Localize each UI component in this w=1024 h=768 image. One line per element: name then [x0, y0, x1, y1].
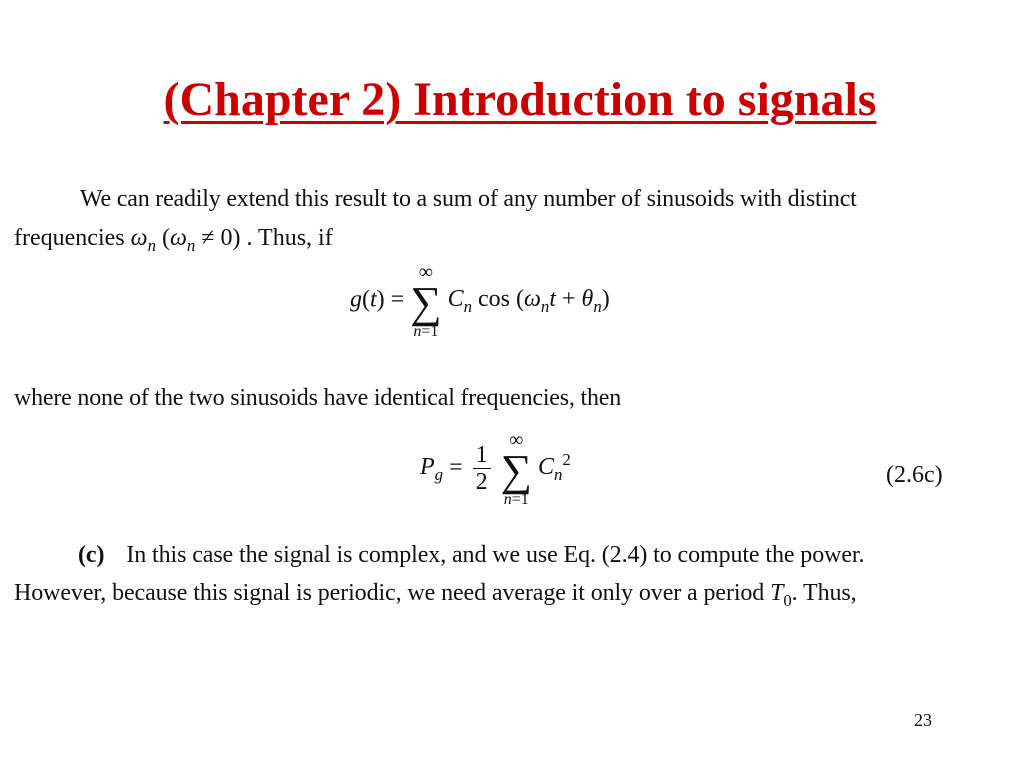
eq2-denominator: 2: [475, 469, 488, 496]
paragraph-3-text-2a: However, because this signal is periodic, we need average it only over a period: [14, 580, 765, 606]
eq1-rhs: $C_n$ $\cos (\omega_nt + \theta_n)$: [447, 286, 610, 317]
paragraph-1-line-2: [14, 226, 333, 255]
eq1-summation: [410, 262, 441, 340]
slide-title: (Chapter 2) Introduction to signals: [163, 73, 877, 126]
eq2-rhs: $C_n^2$: [537, 450, 571, 485]
eq1-lhs: g(t) =: [350, 286, 405, 313]
equation-label: (2.6c): [886, 462, 943, 488]
part-label-c: (c): [78, 542, 105, 568]
equation-sum-of-sinusoids: [350, 262, 610, 340]
sigma-icon: ∑: [500, 446, 532, 495]
omega-n-inline: $\omega_n$ $(\omega_n \ne 0)$: [130, 225, 241, 255]
paragraph-3-text-1: In this case the signal is complex, and we use Eq. (2.4) to compute the power.: [126, 542, 865, 568]
eq2-summation: [501, 430, 532, 508]
paragraph-1-line-1: We can readily extend this result to a sum of any number of sinusoids with distinct: [80, 186, 857, 212]
equation-power: [420, 430, 571, 508]
eq2-equals: =: [449, 454, 463, 481]
eq2-sum-upper: ∞: [509, 429, 524, 451]
eq1-sum-lower: n=1: [413, 322, 439, 340]
paragraph-1-text-a: frequencies: [14, 225, 125, 251]
eq2-numerator: 1: [473, 442, 491, 469]
paragraph-3-line-2: [14, 581, 857, 610]
eq2-lhs: $P_g$: [420, 454, 444, 485]
sigma-icon: ∑: [410, 278, 442, 327]
eq2-sum-lower: n=1: [503, 490, 529, 508]
paragraph-2: where none of the two sinusoids have identical frequencies, then: [14, 385, 622, 411]
period-t0: $T_0$: [770, 580, 792, 610]
paragraph-3-line-1: [78, 543, 864, 567]
paragraph-3-text-2b: . Thus,: [791, 580, 857, 606]
eq2-fraction: [473, 442, 491, 496]
eq1-sum-upper: ∞: [418, 261, 434, 283]
page-number: 23: [914, 710, 932, 730]
paragraph-1-text-b: . Thus, if: [246, 225, 333, 251]
